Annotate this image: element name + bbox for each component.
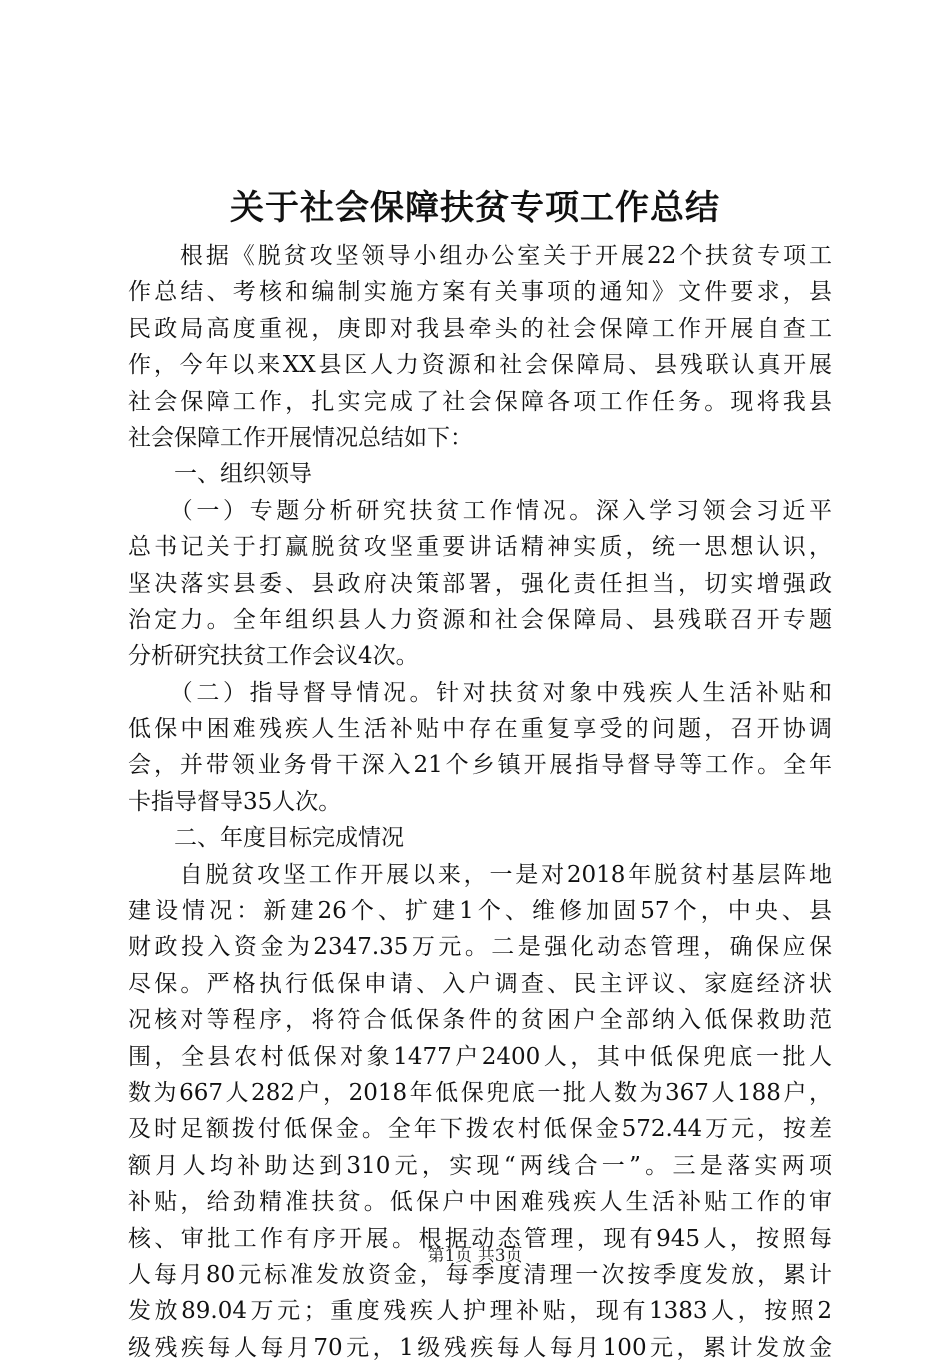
document-body xyxy=(128,238,832,1366)
paragraph-line: 自脱贫攻坚工作开展以来，一是对2018年脱贫村基层阵地 xyxy=(128,861,832,888)
paragraph-line: 核、审批工作有序开展。根据动态管理，现有945人，按照每 xyxy=(128,1225,832,1252)
paragraph-line: 会，并带领业务骨干深入21个乡镇开展指导督导等工作。全年 xyxy=(128,752,832,779)
paragraph-line: 数为667人282户，2018年低保兜底一批人数为367人188户， xyxy=(128,1079,832,1106)
paragraph-line: 社会保障工作，扎实完成了社会保障各项工作任务。现将我县 xyxy=(128,388,832,415)
paragraph-line: （一）专题分析研究扶贫工作情况。深入学习领会习近平 xyxy=(128,497,832,524)
paragraph-line: 财政投入资金为2347.35万元。二是强化动态管理，确保应保 xyxy=(128,934,832,961)
paragraph-line: 建设情况：新建26个、扩建1个、维修加固57个，中央、县 xyxy=(128,898,832,925)
paragraph-line: 级残疾每人每月70元，1级残疾每人每月100元，累计发放金 xyxy=(128,1334,832,1361)
paragraph-line: 作，今年以来XX县区人力资源和社会保障局、县残联认真开展 xyxy=(128,352,832,379)
section-heading: 二、年度目标完成情况 xyxy=(128,825,404,852)
paragraph-line: （二）指导督导情况。针对扶贫对象中残疾人生活补贴和 xyxy=(128,679,832,706)
paragraph-line: 发放89.04万元；重度残疾人护理补贴，现有1383人，按照2 xyxy=(128,1298,832,1325)
paragraph-line: 坚决落实县委、县政府决策部署，强化责任担当，切实增强政 xyxy=(128,570,832,597)
paragraph-line: 人每月80元标准发放资金，每季度清理一次按季度发放，累计 xyxy=(128,1261,832,1288)
paragraph-line: 况核对等程序，将符合低保条件的贫困户全部纳入低保救助范 xyxy=(128,1007,832,1034)
paragraph-line: 卡指导督导35人次。 xyxy=(128,788,342,815)
paragraph-line: 低保中困难残疾人生活补贴中存在重复享受的问题，召开协调 xyxy=(128,716,832,743)
paragraph-line: 社会保障工作开展情况总结如下： xyxy=(128,424,473,451)
paragraph-line: 民政局高度重视，庚即对我县牵头的社会保障工作开展自查工 xyxy=(128,315,832,342)
paragraph-line: 及时足额拨付低保金。全年下拨农村低保金572.44万元，按差 xyxy=(128,1116,832,1143)
paragraph-line: 治定力。全年组织县人力资源和社会保障局、县残联召开专题 xyxy=(128,606,832,633)
paragraph-line: 围，全县农村低保对象1477户2400人，其中低保兜底一批人 xyxy=(128,1043,832,1070)
paragraph-line: 总书记关于打赢脱贫攻坚重要讲话精神实质，统一思想认识， xyxy=(128,534,832,561)
paragraph-line: 补贴，给劲精准扶贫。低保户中困难残疾人生活补贴工作的审 xyxy=(128,1189,832,1216)
paragraph-line: 根据《脱贫攻坚领导小组办公室关于开展22个扶贫专项工 xyxy=(128,243,832,269)
section-heading: 一、组织领导 xyxy=(128,461,312,488)
paragraph-line: 尽保。严格执行低保申请、入户调查、民主评议、家庭经济状 xyxy=(128,970,832,997)
page-number: 第1页 共3页 xyxy=(427,1246,523,1266)
paragraph-line: 分析研究扶贫工作会议4次。 xyxy=(128,643,419,670)
paragraph-line: 额月人均补助达到310元，实现“两线合一”。三是落实两项 xyxy=(128,1152,832,1179)
paragraph-line: 作总结、考核和编制实施方案有关事项的通知》文件要求，县 xyxy=(128,279,832,306)
document-title: 关于社会保障扶贫专项工作总结 xyxy=(230,188,720,228)
